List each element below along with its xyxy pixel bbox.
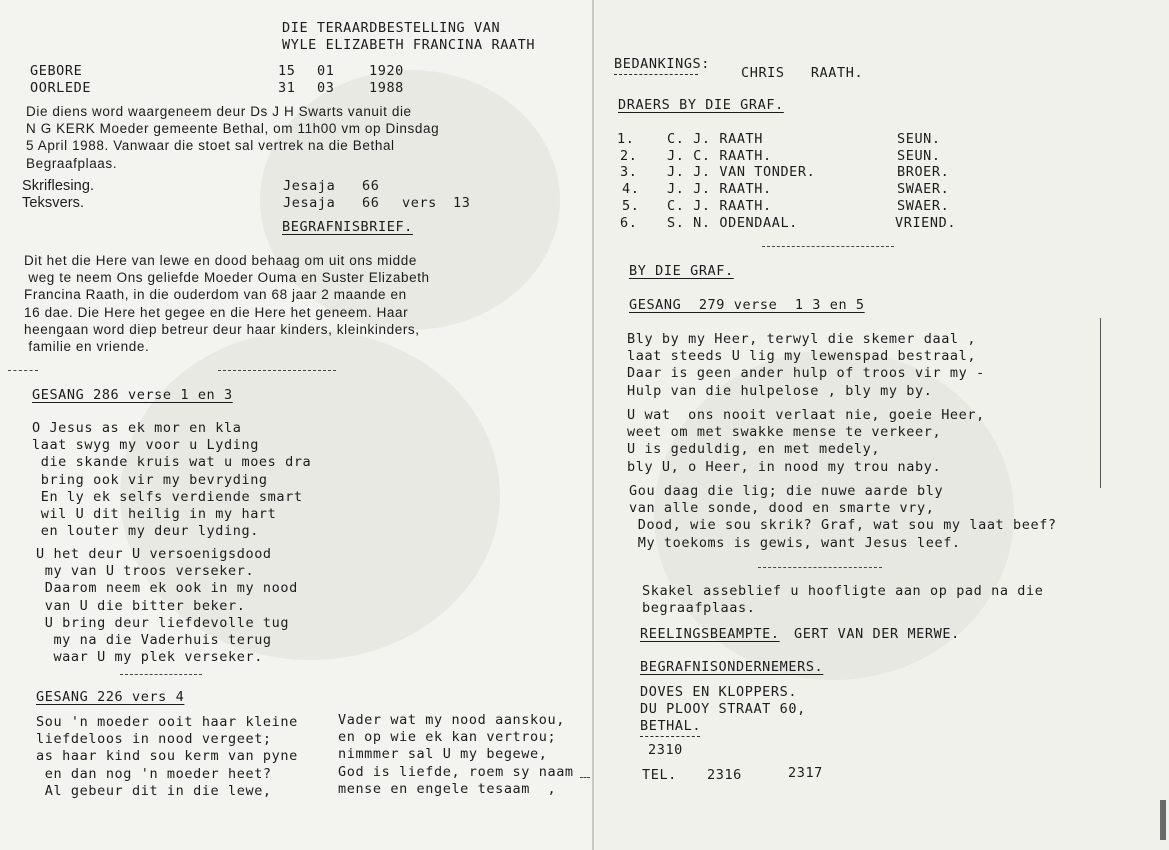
bearer-number: 3. xyxy=(620,164,638,180)
obituary-line: heengaan word diep betreur deur haar kinders, kleinkinders, xyxy=(24,321,420,337)
telephone-number-2: 2317 xyxy=(788,765,823,781)
hymn-line: bly U, o Heer, in nood my trou naby. xyxy=(627,458,942,475)
postal-code: 2310 xyxy=(648,742,683,758)
hymn-line: God is liefde, roem sy naam xyxy=(338,763,574,780)
hymn-286-stanza-1 xyxy=(32,420,311,540)
obituary-heading: BEGRAFNISBRIEF. xyxy=(282,219,413,235)
divider-line xyxy=(120,674,202,675)
hymn-line: En ly ek selfs verdiende smart xyxy=(32,488,303,505)
scripture-chapter: 66 xyxy=(362,178,380,194)
undertaker-company: DOVES EN KLOPPERS. xyxy=(640,684,798,700)
born-label: GEBORE xyxy=(30,63,83,79)
hymn-line: U is geduldig, en met medely, xyxy=(627,441,881,458)
bearer-name: C. J. RAATH xyxy=(667,131,764,147)
bearer-number: 5. xyxy=(622,198,640,214)
bearer-number: 4. xyxy=(622,181,640,197)
died-label: OORLEDE xyxy=(30,80,92,96)
hymn-286-heading: GESANG 286 verse 1 en 3 xyxy=(32,387,233,403)
hymn-line: laat swyg my voor u Lyding xyxy=(32,437,259,454)
heading-underline xyxy=(614,74,698,75)
hymn-line: en dan nog 'n moeder heet? xyxy=(36,765,272,782)
born-month: 01 xyxy=(317,63,335,79)
hymn-line: Bly by my Heer, terwyl die skemer daal , xyxy=(627,331,977,347)
died-year: 1988 xyxy=(369,80,404,96)
divider-line xyxy=(758,567,882,568)
scripture-label: Skriflesing. xyxy=(22,178,95,194)
title-line-2: WYLE ELIZABETH FRANCINA RAATH xyxy=(282,37,536,53)
undertaker-town: BETHAL. xyxy=(640,718,702,734)
bearers-heading: DRAERS BY DIE GRAF. xyxy=(618,97,784,113)
headlights-notice xyxy=(642,583,1043,617)
hymn-line: O Jesus as ek mor en kla xyxy=(32,420,242,436)
bearer-name: J. J. VAN TONDER. xyxy=(667,164,816,180)
died-month: 03 xyxy=(317,80,335,96)
obituary-line: familie en vriende. xyxy=(24,339,150,355)
bearer-name: C. J. RAATH. xyxy=(667,198,772,214)
hymn-line: laat steeds U lig my lewenspad bestraal, xyxy=(627,348,977,365)
title-line-1: DIE TERAARDBESTELLING VAN xyxy=(282,20,501,36)
hymn-279-stanza-2 xyxy=(627,407,985,476)
divider-line xyxy=(8,370,38,371)
hymn-line: U het deur U versoenigsdood xyxy=(36,546,272,562)
thanks-label: BEDANKINGS: xyxy=(614,56,711,72)
hymn-line: Sou 'n moeder ooit haar kleine xyxy=(36,714,298,730)
service-line: Die diens word waargeneem deur Ds J H Swarts vanuit die xyxy=(26,104,412,119)
marshal-name: GERT VAN DER MERWE. xyxy=(794,626,960,642)
born-year: 1920 xyxy=(369,63,404,79)
hymn-line: van alle sonde, dood en smarte vry, xyxy=(629,500,935,517)
hymn-286-stanza-2 xyxy=(36,546,298,666)
heading-underline xyxy=(640,736,700,737)
obituary-paragraph xyxy=(24,252,430,355)
hymn-line: wil U dit heilig in my hart xyxy=(32,506,277,523)
marshal-label: REELINGSBEAMPTE. xyxy=(640,626,780,642)
bearer-number: 6. xyxy=(620,215,638,231)
bearer-name: S. N. ODENDAAL. xyxy=(667,215,798,231)
notice-line: Skakel asseblief u hoofligte aan op pad na die xyxy=(642,583,1044,599)
hymn-279-stanza-3 xyxy=(629,483,1057,552)
hymn-line: Gou daag die lig; die nuwe aarde bly xyxy=(629,483,944,499)
hymn-line: weet om met swakke mense te verkeer, xyxy=(627,424,942,441)
hymn-line: Vader wat my nood aanskou, xyxy=(338,712,565,728)
telephone-label: TEL. xyxy=(642,767,677,783)
bearer-relation: SEUN. xyxy=(897,148,941,164)
died-day: 31 xyxy=(278,80,296,96)
bearer-number: 2. xyxy=(620,148,638,164)
hymn-line: waar U my plek verseker. xyxy=(36,649,263,666)
service-line: Begraafplaas. xyxy=(26,155,118,171)
hymn-line: die skande kruis wat u moes dra xyxy=(32,454,312,471)
hymn-line: nimmmer sal U my begewe, xyxy=(338,746,548,763)
text-verse-chapter: 66 xyxy=(362,195,380,211)
bearer-relation: SEUN. xyxy=(897,131,941,147)
text-verse-word: vers xyxy=(402,195,437,211)
text-verse-label: Teksvers. xyxy=(22,195,85,211)
undertaker-street: DU PLOOY STRAAT 60, xyxy=(640,701,806,717)
service-line: N G KERK Moeder gemeente Bethal, om 11h00 vm op Dinsdag xyxy=(26,121,440,137)
bearer-relation: BROER. xyxy=(897,164,950,180)
text-verse-number: 13 xyxy=(453,195,471,211)
hymn-line: en louter my deur lyding. xyxy=(32,523,259,540)
hymn-line: my van U troos verseker. xyxy=(36,563,255,580)
hymn-226-column-1 xyxy=(36,714,298,800)
hymn-line: Daarom neem ek ook in my nood xyxy=(36,580,298,597)
hymn-line: mense en engele tesaam , xyxy=(338,780,557,797)
born-day: 15 xyxy=(278,63,296,79)
obituary-line: 16 dae. Die Here het gegee en die Here het geneem. Haar xyxy=(24,304,409,320)
bearer-relation: VRIEND. xyxy=(895,215,957,231)
page-edge-shadow xyxy=(1160,800,1166,840)
grave-heading: BY DIE GRAF. xyxy=(629,263,734,279)
bearer-name: J. C. RAATH. xyxy=(667,148,772,164)
hymn-279-stanza-1 xyxy=(627,331,985,400)
hymn-279-heading: GESANG 279 verse 1 3 en 5 xyxy=(629,297,865,313)
bearer-name: J. J. RAATH. xyxy=(667,181,772,197)
hymn-line: U bring deur liefdevolle tug xyxy=(36,614,290,631)
service-paragraph xyxy=(26,103,439,172)
hymn-line: Al gebeur dit in die lewe, xyxy=(36,782,272,799)
obituary-line: Dit het die Here van lewe en dood behaag om uit ons midde xyxy=(24,253,417,268)
hymn-line: van U die bitter beker. xyxy=(36,597,246,614)
divider-line xyxy=(762,246,894,247)
hymn-line: Daar is geen ander hulp of troos vir my - xyxy=(627,365,985,382)
notice-line: begraafplaas. xyxy=(642,600,756,617)
service-line: 5 April 1988. Vanwaar die stoet sal vertrek na die Bethal xyxy=(26,138,395,154)
obituary-line: Francina Raath, in die ouderdom van 68 jaar 2 maande en xyxy=(24,287,407,303)
hymn-line: en op wie ek kan vertrou; xyxy=(338,729,557,746)
hymn-line: my na die Vaderhuis terug xyxy=(36,632,272,649)
scripture-book: Jesaja xyxy=(283,178,336,194)
undertakers-heading: BEGRAFNISONDERNEMERS. xyxy=(640,659,824,675)
divider-line xyxy=(218,370,336,371)
bearer-relation: SWAER. xyxy=(897,198,950,214)
hymn-line: Hulp van die hulpelose , bly my by. xyxy=(627,382,933,399)
hymn-line: liefdeloos in nood vergeet; xyxy=(36,731,272,748)
text-verse-book: Jesaja xyxy=(283,195,336,211)
hymn-226-heading: GESANG 226 vers 4 xyxy=(36,689,185,705)
telephone-number-1: 2316 xyxy=(707,767,742,783)
hymn-line: bring ook vir my bevryding xyxy=(32,471,268,488)
hymn-226-column-2 xyxy=(338,712,574,798)
obituary-line: weg te neem Ons geliefde Moeder Ouma en Suster Elizabeth xyxy=(24,270,430,286)
margin-mark xyxy=(1100,318,1101,488)
divider-line xyxy=(580,777,590,778)
hymn-line: My toekoms is gewis, want Jesus leef. xyxy=(629,534,961,551)
hymn-line: as haar kind sou kerm van pyne xyxy=(36,748,298,765)
hymn-line: Dood, wie sou skrik? Graf, wat sou my laat beef? xyxy=(629,517,1057,534)
right-page xyxy=(594,0,1169,850)
bearer-relation: SWAER. xyxy=(897,181,950,197)
hymn-line: U wat ons nooit verlaat nie, goeie Heer, xyxy=(627,407,985,423)
thanks-name: CHRIS RAATH. xyxy=(741,65,864,81)
bearer-number: 1. xyxy=(617,131,635,147)
